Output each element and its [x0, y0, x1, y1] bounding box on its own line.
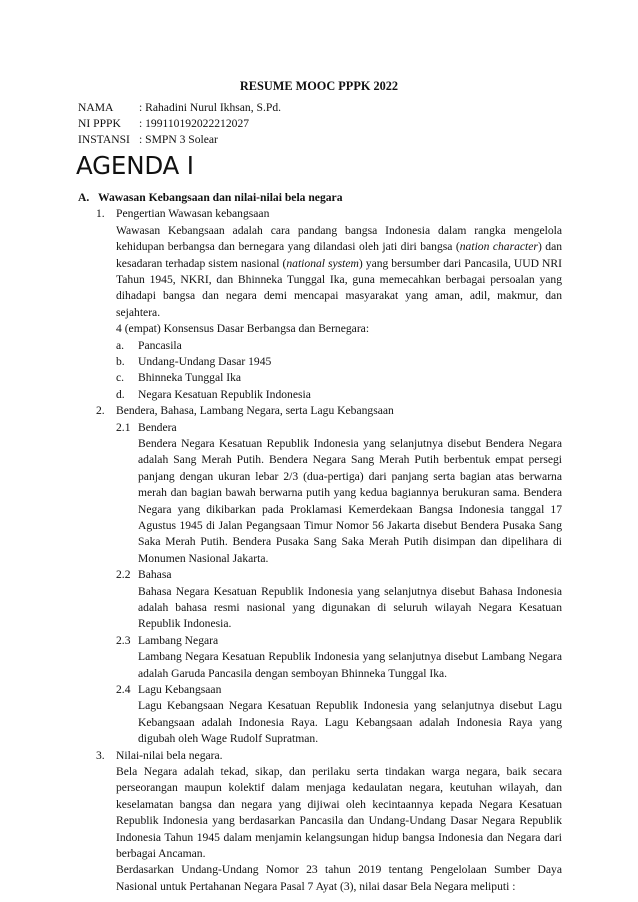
item-1-heading: [78, 206, 562, 222]
item-number: 1.: [96, 207, 105, 221]
subitem-number: 2.2: [116, 568, 131, 582]
consensus-item: [78, 354, 562, 370]
subitem-title: Bahasa: [138, 568, 172, 582]
identity-value: : 199110192022212027: [139, 117, 250, 131]
list-text: Pancasila: [138, 338, 182, 352]
identity-value: : SMPN 3 Solear: [139, 133, 218, 147]
item-3-paragraph: Berdasarkan Undang-Undang Nomor 23 tahun 2019 tentang Pengelolaan Sumber Daya Nasional untuk Pertahanan Negara Pasal 7 Ayat (3), nilai dasar Bela Negara meliputi :: [116, 863, 562, 893]
agenda-heading: AGENDA I: [76, 151, 194, 180]
paragraph-text: Wawasan Kebangsaan adalah cara pandang bangsa Indonesia dalam rangka mengelola kehidupan berbangsa dan bernegara yang dilandasi oleh jati diri bangsa (: [116, 223, 562, 254]
identity-block: [78, 100, 281, 149]
list-text: Bhinneka Tunggal Ika: [138, 371, 242, 385]
consensus-item: [78, 370, 562, 386]
paragraph-italic: national system: [286, 256, 359, 270]
identity-row-nippk: [78, 116, 281, 132]
item-number: 3.: [96, 748, 105, 762]
item-title: Bendera, Bahasa, Lambang Negara, serta Lagu Kebangsaan: [116, 404, 394, 418]
subitem-paragraph: Lambang Negara Kesatuan Republik Indonesia yang selanjutnya disebut Lambang Negara adalah Garuda Pancasila dengan semboyan Bhinneka Tunggal Ika.: [138, 650, 562, 680]
subitem-heading: [78, 633, 562, 649]
subitem-title: Lagu Kebangsaan: [138, 683, 222, 697]
paragraph-text: ) dan kesadaran terhadap sistem nasional (: [116, 240, 563, 270]
subitem-heading: [78, 682, 562, 698]
list-marker: c.: [116, 371, 125, 385]
subitem-paragraph: Bahasa Negara Kesatuan Republik Indonesia yang selanjutnya disebut Bahasa Indonesia adalah bahasa resmi nasional yang digunakan di seluruh wilayah Negara Kesatuan Republik Indonesia.: [138, 584, 562, 631]
list-text: Negara Kesatuan Republik Indonesia: [138, 387, 311, 401]
list-marker: d.: [116, 387, 125, 401]
identity-row-name: [78, 100, 281, 116]
section-a-heading: [78, 190, 562, 206]
subitem-number: 2.4: [116, 683, 131, 697]
list-marker: b.: [116, 355, 125, 368]
list-marker: a.: [116, 338, 125, 352]
identity-row-instansi: [78, 132, 281, 148]
identity-value: : Rahadini Nurul Ikhsan, S.Pd.: [139, 101, 282, 114]
paragraph-text: ) yang bersumber dari Pancasila, UUD NRI Tahun 1945, NKRI, dan Bhinneka Tunggal Ika, guna memecahkan berbagai persoalan yang dihadapi bangsa dan negara demi mencapai masyarakat yang aman, adil, makmur, dan sejahtera.: [116, 256, 562, 319]
subitem-heading: [78, 567, 562, 583]
section-title: Wawasan Kebangsaan dan nilai-nilai bela negara: [98, 191, 343, 204]
subitem-number: 2.1: [116, 420, 131, 434]
subitem-heading: [78, 420, 562, 436]
consensus-intro: [78, 321, 562, 337]
document-title: RESUME MOOC PPPK 2022: [239, 79, 399, 93]
consensus-intro-text: 4 (empat) Konsensus Dasar Berbangsa dan Bernegara:: [116, 322, 370, 336]
list-text: Undang-Undang Dasar 1945: [138, 355, 272, 368]
identity-label: NI PPPK: [78, 117, 121, 131]
subitem-number: 2.3: [116, 633, 131, 647]
item-2-heading: [78, 403, 562, 419]
item-title: Pengertian Wawasan kebangsaan: [116, 207, 270, 221]
paragraph-italic: nation character: [459, 240, 538, 254]
identity-label: NAMA: [78, 101, 114, 114]
document-body: [78, 190, 562, 895]
item-title: Nilai-nilai bela negara.: [116, 748, 223, 762]
item-3-paragraph: Bela Negara adalah tekad, sikap, dan perilaku serta tindakan warga negara, baik secara perseorangan maupun kolektif dalam menjaga kedaulatan negara, keutuhan wilayah, dan keselamatan bangsa dan negara yang dijiwai oleh kecintaannya kepada Negara Kesatuan Republik Indonesia yang berdasarkan Pancasila dan Undang-Undang Dasar Negara Republik Indonesia Tahun 1945 dalam menjamin kelangsungan hidup bangsa Indonesia dan Negara dari berbagai Ancaman.: [116, 765, 562, 861]
subitem-title: Lambang Negara: [138, 633, 219, 647]
section-number: A.: [78, 191, 90, 204]
identity-label: INSTANSI: [78, 133, 130, 147]
subitem-paragraph: Lagu Kebangsaan Negara Kesatuan Republik Indonesia yang selanjutnya disebut Lagu Kebangsaan adalah Indonesia Raya. Lagu Kebangsaan adalah Indonesia Raya yang digubah oleh Wage Rudolf Supratman.: [138, 699, 562, 746]
subitem-title: Bendera: [138, 420, 177, 434]
subitem-paragraph: Bendera Negara Kesatuan Republik Indonesia yang selanjutnya disebut Bendera Negara adalah Sang Merah Putih. Bendera Negara Sang Merah Putih berbentuk empat persegi panjang dengan ukuran lebar 2/3 (dua-pertiga) dari panjang serta bagian atas berwarna merah dan bagian bawah berwarna putih yang kedua bagiannya berukuran sama. Bendera Negara yang dikibarkan pada Proklamasi Kemerdekaan Bangsa Indonesia tanggal 17 Agustus 1945 di Jalan Pegangsaan Timur Nomor 56 Jakarta disebut Bendera Pusaka Sang Saka Merah Putih. Bendera Pusaka Sang Saka Merah Putih disimpan dan dipelihara di Monumen Nasional Jakarta.: [138, 436, 562, 565]
item-3-heading: [78, 748, 562, 764]
item-number: 2.: [96, 404, 105, 418]
consensus-item: [78, 338, 562, 354]
item-1-paragraph: [116, 223, 562, 321]
consensus-item: [78, 387, 562, 403]
